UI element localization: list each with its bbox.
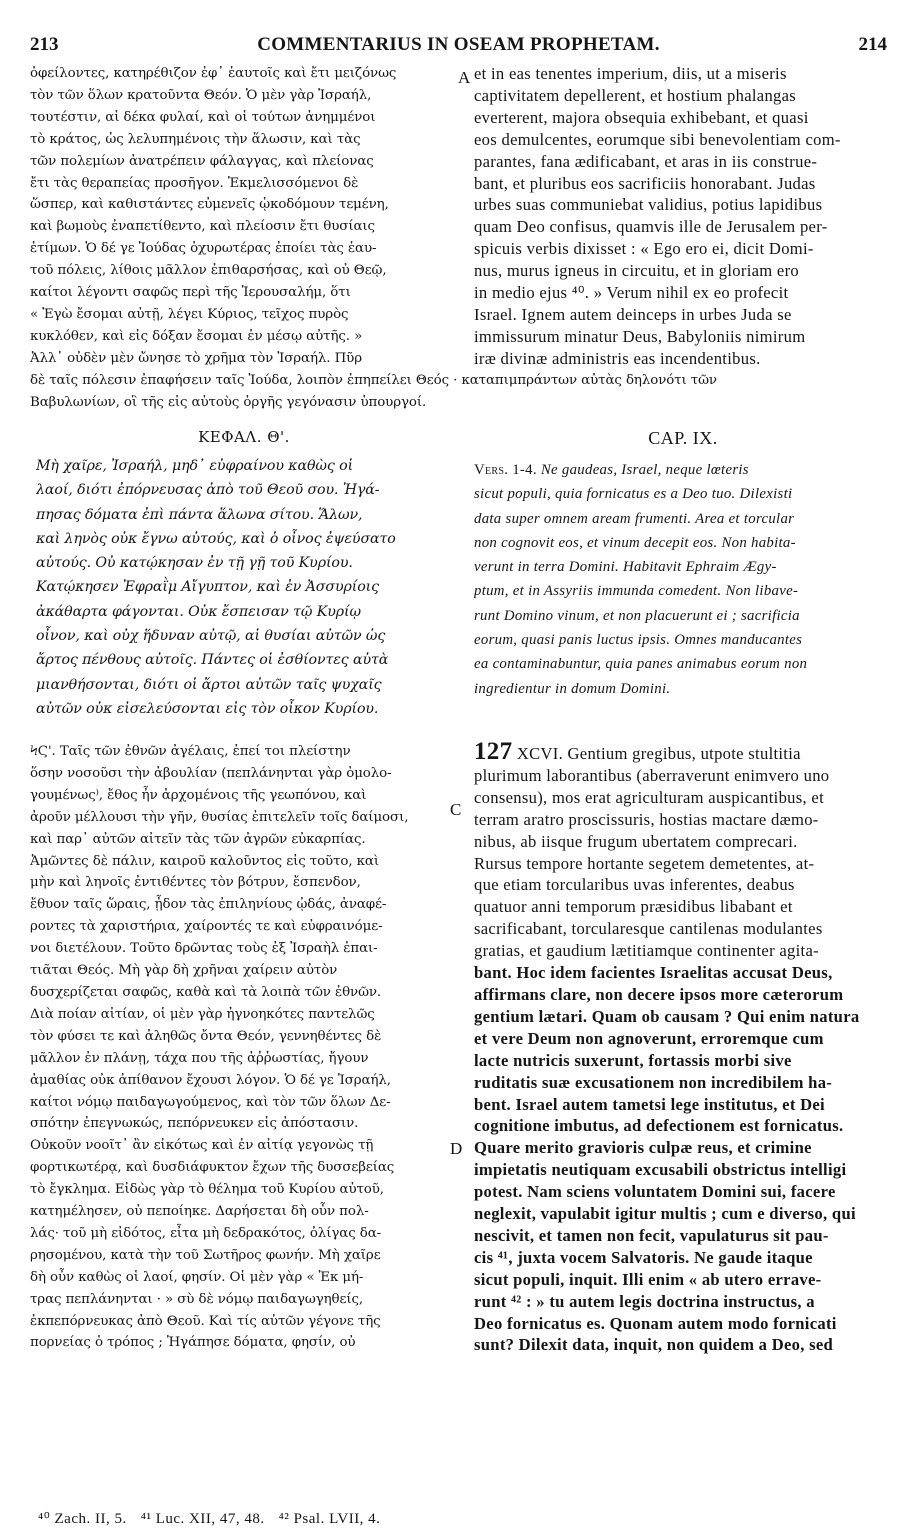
greek-commentary-line: γουμένως⁾, ἔθος ἦν ἀρχομένοις τῆς γεωπόνου, καὶ [30, 787, 367, 803]
latin-line: captivitatem depellerent, et hostium phalangas [474, 85, 797, 105]
greek-commentary-line: Ἀμῶντες δὲ πάλιν, καιροῦ καλοῦντος εἰς τοῦτο, καὶ [30, 853, 380, 869]
latin-line: in medio ejus ⁴⁰. » Verum nihil ex eo profecit [474, 283, 789, 303]
greek-line: Βαβυλωνίων, οἳ τῆς εἰς αὐτοὺς ὀργῆς γεγόνασιν ὑπουργοί. [30, 394, 427, 410]
latin-verse-line: ea contaminabuntur, quia panes animabus eorum non [474, 656, 808, 673]
greek-commentary-line: τρας πεπλάνηνται · » σὺ δὲ νόμῳ παιδαγωγηθείς, [30, 1291, 364, 1307]
latin-line: Israel. Ignem autem deinceps in urbes Juda se [474, 304, 792, 324]
greek-commentary-line: μὴν καὶ ληνοῖς ἐντιθέντες τὸν βότρυν, ἔσπενδον, [30, 875, 361, 891]
greek-verse-line: αὐτούς. Οὐ κατῴκησαν ἐν τῇ γῇ τοῦ Κυρίου. [36, 555, 353, 572]
greek-verse-line: καὶ ληνὸς οὐκ ἔγνω αὐτούς, καὶ ὁ οἶνος ἐψεύσατο [36, 530, 396, 547]
latin-commentary-line: cis ⁴¹, juxta vocem Salvatoris. Ne gaude itaque [474, 1247, 813, 1267]
greek-line: καὶ βωμοὺς ἐναπετίθεντο, καὶ πλείοσιν ἔτι θυσίαις [30, 219, 375, 235]
footnotes [38, 1509, 394, 1528]
latin-commentary-line: lacte nutricis suxerunt, fortassis morbi sive [474, 1050, 792, 1070]
latin-commentary-line: Quare merito gravioris culpæ reus, et crimine [474, 1138, 812, 1158]
greek-commentary-line: καίτοι νόμῳ παιδαγωγούμενος, καὶ τὸν τῶν ὅλων Δε- [30, 1094, 391, 1110]
latin-commentary-line [474, 741, 892, 765]
latin-line: spicuis verbis dixisset : « Ego ero ei, dicit Domi- [474, 239, 814, 259]
latin-commentary-line: sunt? Dilexit data, inquit, non quidem a Deo, sed [474, 1335, 834, 1355]
latin-line: urbes suas communiebat validius, potius lapidibus [474, 195, 823, 215]
latin-line: bant, et pluribus eos sacrificiis honorabant. Judas [474, 173, 816, 193]
greek-commentary-line: φορτικωτέρᾳ, καὶ δυσδιάφυκτον ἔχων τῆς δυσσεβείας [30, 1160, 395, 1176]
greek-commentary-line: ἐκπεπόρνευκας ἀπὸ Θεοῦ. Καὶ τίς αὐτῶν γέγονε τῆς [30, 1313, 381, 1329]
greek-chapter-title: ΚΕΦΑΛ. Θ'. [198, 428, 290, 446]
greek-verse-line: οἶνον, καὶ οὐχ ἥδυναν αὐτῷ, αἱ θυσίαι αὐτῶν ὡς [36, 628, 386, 645]
greek-line: τῶν πολεμίων ἀνατρέπειν φάλαγγας, καὶ πλείονας [30, 153, 374, 169]
greek-commentary-line: ροντες τὰ χαριστήρια, χαίροντές τε καὶ εὐφραινόμε- [30, 919, 383, 935]
greek-commentary-line: τὸ ἔγκλημα. Εἰδὼς γὰρ τὸ θέλημα τοῦ Κυρίου αὐτοῦ, [30, 1182, 384, 1198]
greek-commentary-line: ἔθυον ταῖς ὥραις, ᾖδον τὰς ἐπιληνίους ᾠδάς, ἀναφέ- [30, 897, 387, 913]
latin-line: everterent, majora obsequia exhibebant, et quasi [474, 107, 809, 127]
greek-verse-line: Μὴ χαῖρε, Ἰσραήλ, μηδ᾽ εὐφραίνου καθὼς οἱ [36, 458, 354, 474]
page-number-left: 213 [30, 34, 59, 55]
greek-line: τουτέστιν, αἱ δέκα φυλαί, καὶ οἱ τούτων ἀνημμένοι [30, 109, 376, 125]
greek-commentary-line: Οὐκοῦν νοοῖτ᾽ ἂν εἰκότως καὶ ἐν αἰτίᾳ γεγονὼς τῇ [30, 1138, 374, 1154]
latin-verse-text [474, 458, 892, 701]
greek-line: ὀφείλοντες, κατηρέθιζον ἐφ᾽ ἑαυτοῖς καὶ ἔτι μειζόνως [30, 66, 397, 81]
greek-line: δὲ ταῖς πόλεσιν ἐπαφήσειν ταῖς Ἰούδα, λοιπὸν ἐπηπείλει Θεός · καταπιμπράντων αὐτὰς δηλονότι τῶν [30, 373, 717, 388]
greek-line: « Ἐγὼ ἔσομαι αὐτῇ, λέγει Κύριος, τεῖχος πυρὸς [30, 306, 349, 322]
greek-verse-line: Κατῴκησεν Ἐφραῒμ Αἴγυπτον, καὶ ἐν Ἀσσυρίοις [36, 579, 379, 596]
footnote: ⁴⁰ Zach. II, 5. [38, 1511, 127, 1527]
greek-commentary-line: τὸν φύσει τε καὶ ἀληθῶς ὄντα Θεόν, γεννηθέντες δὲ [30, 1028, 382, 1044]
latin-commentary-line: que etiam torcularibus uvas inferentes, deabus [474, 875, 795, 895]
greek-line: τὸ κράτος, ὡς λελυπημένοις τὴν ἅλωσιν, καὶ τὰς [30, 131, 361, 147]
greek-commentary-line: νοι διετέλουν. Τοῦτο δρῶντας τοὺς ἐξ Ἰσραὴλ ἐπαι- [30, 941, 378, 957]
running-title: COMMENTARIUS IN OSEAM PROPHETAM. [257, 34, 660, 55]
greek-verse-line: μιανθήσονται, διότι οἱ ἄρτοι αὐτῶν ταῖς ψυχαῖς [36, 676, 382, 693]
greek-commentary-line: κατημέλησεν, οὐ πεποίηκε. Δαρήσεται δὴ οὖν πολ- [30, 1204, 369, 1220]
latin-commentary-line: potest. Nam sciens voluntatem Domini sui, facere [474, 1182, 836, 1202]
greek-verse-line: πησας δόματα ἐπὶ πάντα ἅλωνα σίτου. Ἅλων, [36, 506, 363, 523]
latin-commentary-column [474, 741, 892, 1356]
greek-commentary-line: δὴ οὖν καθὼς οἱ λαοί, φησίν. Οἱ μὲν γὰρ « Ἐκ μή- [30, 1269, 364, 1285]
running-header [30, 34, 887, 60]
latin-line: eos demulcentes, eorumque sibi benevolentiam com- [474, 129, 841, 149]
greek-line: ὥσπερ, καὶ καθιστάντες εὐμενεῖς ᾠκοδόμουν τεμένη, [30, 197, 389, 213]
greek-line: ἐτίμων. Ὁ δέ γε Ἰούδας ὀχυρωτέρας ἐποίει τὰς ἑαυ- [30, 241, 377, 257]
greek-verse-line: αὐτῶν οὐκ εἰσελεύσονται εἰς τὸν οἶκον Κυρίου. [36, 700, 379, 717]
greek-line: Ἀλλ᾽ οὐδὲν μὲν ὤνησε τὸ χρῆμα τὸν Ἰσραήλ. Πῦρ [30, 350, 362, 366]
latin-commentary-line: gratias, et gaudium lætitiamque continenter agita- [474, 941, 819, 961]
latin-commentary-line: bent. Israel autem tametsi lege institutus, et Dei [474, 1094, 825, 1114]
latin-commentary-line: sicut populi, inquit. Illi enim « ab utero errave- [474, 1269, 822, 1289]
latin-commentary-line: ruditatis suæ excusationem non incredibilem ha- [474, 1072, 833, 1092]
greek-verse-line: λαοί, διότι ἐπόρνευσας ἀπὸ τοῦ Θεοῦ σου. Ἠγά- [36, 482, 380, 499]
latin-commentary-line: sacrificabant, torcularesque cantilenas modulantes [474, 919, 823, 939]
latin-verse-line [474, 458, 892, 482]
greek-commentary-line: ϞϚ'. Ταῖς τῶν ἐθνῶν ἀγέλαις, ἐπεί τοι πλείστην [30, 744, 351, 759]
greek-verse-text [36, 454, 458, 721]
latin-verse-first: Ne gaudeas, Israel, neque lœteris [540, 462, 749, 478]
greek-commentary-line: δυσχερίζεται σαφῶς, καθὰ καὶ τὰ λοιπὰ τῶν ἐθνῶν. [30, 984, 382, 1000]
footnote: ⁴¹ Luc. XII, 47, 48. [140, 1511, 265, 1527]
latin-verse-line: runt Domino vinum, et non placuerunt ei ; sacrificia [474, 607, 800, 624]
latin-commentary-line: et vere Deum non agnoverunt, erroremque cum [474, 1028, 824, 1048]
latin-commentary-line: bant. Hoc idem facientes Israelitas accusat Deus, [474, 963, 833, 983]
latin-line: nus, murus igneus in circuitu, et in gloriam ero [474, 261, 800, 281]
latin-commentary-line: gentium lætari. Quam ob causam ? Qui enim natura [474, 1006, 860, 1026]
margin-marker-c: C [450, 800, 462, 819]
margin-marker-a: A [458, 68, 471, 87]
latin-commentary-line: runt ⁴² : » tu autem legis doctrina instructus, a [474, 1291, 815, 1311]
latin-line: quam Deo confisus, quamvis ille de Jerusalem per- [474, 217, 828, 237]
section-number: 127 [474, 741, 513, 765]
upper-latin-column [474, 63, 892, 370]
greek-commentary-line: Διὰ ποίαν αἰτίαν, οἱ μὲν γὰρ ἠγνοηκότες παντελῶς [30, 1006, 375, 1022]
latin-commentary-line: Deo fornicatus es. Quonam autem modo fornicati [474, 1313, 837, 1333]
latin-line: et in eas tenentes imperium, diis, ut a miseris [474, 64, 787, 83]
upper-greek-column [30, 63, 458, 370]
latin-commentary-line: consensu), mos erat agriculturam auspicantibus, et [474, 787, 825, 807]
greek-commentary-line: λάς· τοῦ μὴ εἰδότος, εἶτα μὴ δεδρακότος, ὀλίγας δα- [30, 1225, 382, 1241]
latin-commentary-line: nescivit, et tamen non fecit, vapulaturus sit pau- [474, 1225, 829, 1245]
latin-verse-line: non cognovit eos, et vinum decepit eos. Non habita- [474, 534, 796, 551]
latin-verse-line: data super omnem aream frumenti. Area et torcular [474, 510, 795, 527]
greek-line: κυκλόθεν, καὶ εἰς δόξαν ἔσομαι ἐν μέσῳ αὐτῆς. » [30, 328, 363, 344]
greek-line: ἔτι τὰς θεραπείας προσῆγον. Ἐκμελισσόμενοι δὲ [30, 175, 359, 191]
greek-line: τὸν τῶν ὅλων κρατοῦντα Θεόν. Ὁ μὲν γὰρ Ἰσραήλ, [30, 87, 372, 103]
latin-commentary-line: cognitione imbutus, ad defectionem est fornicatus. [474, 1116, 844, 1136]
latin-commentary-line: plurimum laborantibus (aberraverunt enimvero uno [474, 765, 830, 785]
latin-commentary-line: quatuor anni temporum præsidibus libabant et [474, 897, 793, 917]
footnote: ⁴² Psal. LVII, 4. [278, 1511, 381, 1527]
greek-line: τοῦ πόλεις, λίθοις μᾶλλον ἐπιθαρσήσας, καὶ οὐ Θεῷ, [30, 263, 387, 279]
latin-commentary-line: affirmans clare, non decere ipsos more cæterorum [474, 984, 844, 1004]
latin-commentary-line: impietatis neutiquam excusabili obstrictus intelligi [474, 1160, 847, 1180]
latin-commentary-line: Rursus tempore hortante segetem demetentes, at- [474, 853, 815, 873]
verse-label: Vers. 1-4. [474, 462, 541, 478]
greek-verse-line: ἀκάθαρτα φάγονται. Οὐκ ἔσπεισαν τῷ Κυρίῳ [36, 603, 361, 620]
latin-commentary-line: nibus, ab iisque frugum ubertatem comprecari. [474, 831, 798, 851]
greek-commentary-line: πορνείας ὁ τρόπος ; Ἠγάπησε δόματα, φησίν, οὐ [30, 1335, 356, 1351]
latin-verse-line: verunt in terra Domini. Habitavit Ephraim Ægy- [474, 559, 777, 576]
latin-verse-line: ptum, et in Assyriis immunda comedent. Non libave- [474, 583, 799, 600]
upper-wide-greek-lines [30, 370, 892, 414]
greek-commentary-line: ἀμαθίας οὐκ ἀπίθανον ἔχουσι λόγον. Ὁ δέ γε Ἰσραήλ, [30, 1072, 391, 1088]
latin-verse-line: sicut populi, quia fornicatus es a Deo tuo. Dilexisti [474, 486, 793, 503]
latin-commentary-line: terram aratro proscissuris, hostias mactare dæmo- [474, 809, 819, 829]
greek-commentary-line: τιᾶται Θεός. Μὴ γὰρ δὴ χρῆναι χαίρειν αὐτὸν [30, 963, 338, 979]
latin-chapter-title: CAP. IX. [648, 428, 718, 448]
greek-line: καίτοι λέγοντι σαφῶς περὶ τῆς Ἱερουσαλήμ, ὅτι [30, 285, 351, 301]
greek-commentary-line: ὅσην νοσοῦσι τὴν ἀβουλίαν (πεπλάνηνται γὰρ ὁμολο- [30, 765, 392, 781]
latin-commentary-first: XCVI. Gentium gregibus, utpote stultitia [512, 744, 801, 763]
greek-commentary-line: ρησομένου, κατὰ τὴν τοῦ Σωτῆρος φωνήν. Μὴ χαῖρε [30, 1247, 381, 1263]
latin-verse-line: ingredientur in domum Domini. [474, 680, 671, 697]
greek-commentary-line: μᾶλλον ἐν πλάνῃ, τάχα που τῆς ἀῤῥωστίας, ἤγουν [30, 1050, 369, 1066]
greek-commentary-line: καὶ παρ᾽ αὐτῶν αἰτεῖν τὰς τῶν ἀγρῶν εὐκαρπίας. [30, 831, 366, 847]
greek-commentary-line: σπότην ἐπεγνωκώς, πεπόρνευκεν εἰς ἀπόστασιν. [30, 1116, 359, 1132]
latin-line: immissurum minatur Deus, Babyloniis nimirum [474, 326, 806, 346]
greek-commentary-line: ἀροῦν μέλλουσι τὴν γῆν, θυσίας ἐπιτελεῖν τοῖς δαίμοσι, [30, 809, 409, 825]
greek-commentary-column [30, 741, 458, 1354]
greek-verse-line: ἄρτος πένθους αὐτοῖς. Πάντες οἱ ἐσθίοντες αὐτὰ [36, 652, 389, 669]
latin-line: iræ divinæ administris eas incendentibus. [474, 348, 761, 368]
margin-marker-d: D [450, 1139, 463, 1158]
latin-line: parantes, fana ædificabant, et aras in iis construe- [474, 151, 818, 171]
latin-verse-line: eorum, quasi panis luctus ipsis. Omnes manducantes [474, 632, 803, 649]
latin-commentary-line: neglexit, vapulabit igitur multis ; cum e diverso, qui [474, 1204, 856, 1224]
page-number-right: 214 [858, 34, 887, 55]
